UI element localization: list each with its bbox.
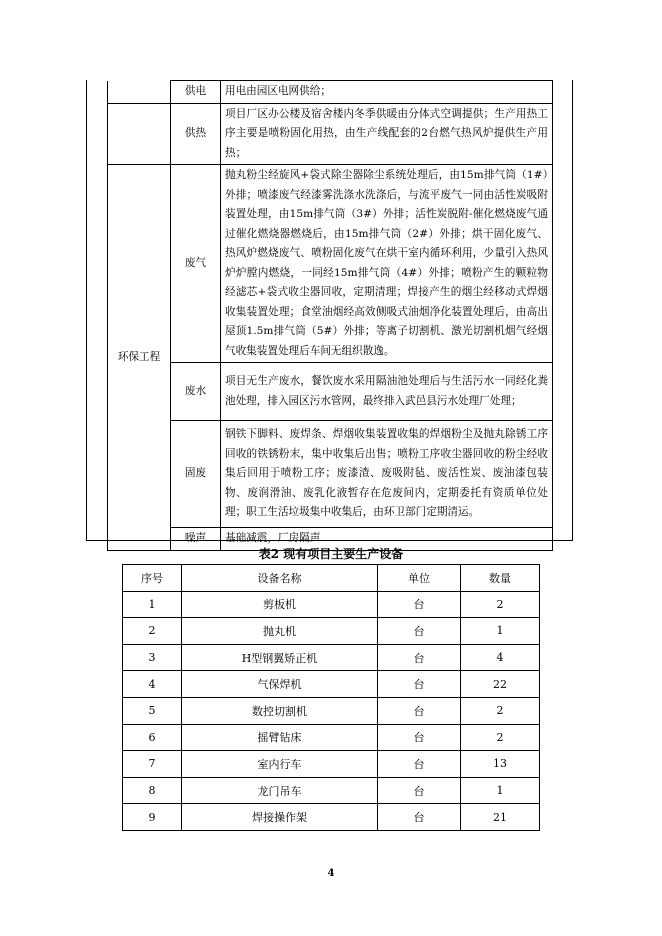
item-cell: 供电	[171, 81, 221, 104]
table-caption: 表2 现有项目主要生产设备	[258, 547, 404, 561]
page-number: 4	[327, 868, 335, 879]
cell: 龙门吊车	[182, 777, 378, 804]
header-cell: 设备名称	[182, 565, 378, 592]
cell: 气保焊机	[182, 671, 378, 698]
table-row	[123, 618, 540, 645]
item-cell: 废水	[171, 363, 221, 421]
cell: 2	[461, 724, 540, 751]
table-row	[108, 363, 553, 421]
cell: 摇臂钻床	[182, 724, 378, 751]
cell: 21	[461, 804, 540, 831]
content-cell: 项目厂区办公楼及宿舍楼内冬季供暖由分体式空调提供；生产用热工序主要是喷粉固化用热，由生产线配套的2台燃气热风炉提供生产用热；	[221, 103, 553, 165]
header-cell: 数量	[461, 565, 540, 592]
content-cell: 抛丸粉尘经旋风+袋式除尘器除尘系统处理后，由15m排气筒（1#）外排；喷漆废气经漆雾洗涤水洗涤后，与流平废气一同由活性炭吸附装置处理，由15m排气筒（3#）外排；活性炭脱附-催化燃烧废气通过催化燃烧器燃烧后，由15m排气筒（2#）外排；烘干固化废气、热风炉燃烧废气、喷粉固化废气在烘干室内循环利用，少量引入热风炉炉膛内燃烧，一同经15m排气筒（4#）外排；喷粉产生的颗粒物经滤芯+袋式收尘器回收，定期清理；焊接产生的烟尘经移动式焊烟收集装置处理；食堂油烟经高效侧吸式油烟净化装置处理后，由高出屋顶1.5m排气筒（5#）外排；等离子切割机、激光切割机烟气经烟气收集装置处理后车间无组织散逸。	[221, 165, 553, 363]
item-cell: 噪声	[171, 528, 221, 551]
cell: 台	[378, 777, 461, 804]
cell: 3	[123, 644, 182, 671]
item-cell: 废气	[171, 165, 221, 363]
cell: 7	[123, 751, 182, 778]
cell: 台	[378, 697, 461, 724]
content-cell: 钢铁下脚料、废焊条、焊烟收集装置收集的焊烟粉尘及抛丸除锈工序回收的铁锈粉末，集中收集后出售；喷粉工序收尘器回收的粉尘经收集后回用于喷粉工序；废漆渣、废吸附毡、废活性炭、废油漆包装物、废润滑油、废乳化液暂存在危废间内，定期委托有资质单位处理；职工生活垃圾集中收集后，由环卫部门定期清运。	[221, 421, 553, 528]
cell: H型钢翼矫正机	[182, 644, 378, 671]
cell: 4	[123, 671, 182, 698]
cell: 5	[123, 697, 182, 724]
table-row	[123, 591, 540, 618]
header-cell: 单位	[378, 565, 461, 592]
table-row	[108, 165, 553, 363]
cell: 台	[378, 591, 461, 618]
category-cell	[108, 81, 171, 104]
cell: 9	[123, 804, 182, 831]
item-cell: 固废	[171, 421, 221, 528]
table-row	[123, 644, 540, 671]
cell: 2	[461, 697, 540, 724]
equipment-table	[122, 564, 540, 831]
item-cell: 供热	[171, 103, 221, 165]
content-cell: 项目无生产废水，餐饮废水采用隔油池处理后与生活污水一同经化粪池处理，排入园区污水管网，最终排入武邑县污水处理厂处理；	[221, 363, 553, 421]
cell: 焊接操作架	[182, 804, 378, 831]
table-row	[123, 777, 540, 804]
table-row	[108, 81, 553, 104]
table-row	[123, 671, 540, 698]
cell: 台	[378, 644, 461, 671]
cell: 8	[123, 777, 182, 804]
cell: 1	[461, 618, 540, 645]
category-cell: 环保工程	[108, 165, 171, 551]
table-row	[123, 804, 540, 831]
cell: 抛丸机	[182, 618, 378, 645]
header-cell: 序号	[123, 565, 182, 592]
env-protection-table	[107, 80, 553, 551]
cell: 台	[378, 724, 461, 751]
cell: 数控切割机	[182, 697, 378, 724]
cell: 台	[378, 751, 461, 778]
cell: 2	[461, 591, 540, 618]
content-cell: 基础减震，厂房隔声	[221, 528, 553, 551]
cell: 台	[378, 671, 461, 698]
cell: 22	[461, 671, 540, 698]
cell: 13	[461, 751, 540, 778]
table-row	[123, 724, 540, 751]
cell: 室内行车	[182, 751, 378, 778]
cell: 1	[461, 777, 540, 804]
cell: 剪板机	[182, 591, 378, 618]
cell: 2	[123, 618, 182, 645]
table-row	[108, 421, 553, 528]
table-row	[108, 103, 553, 165]
cell: 4	[461, 644, 540, 671]
category-cell	[108, 103, 171, 165]
cell: 1	[123, 591, 182, 618]
cell: 台	[378, 618, 461, 645]
table-row	[123, 751, 540, 778]
content-cell: 用电由园区电网供给；	[221, 81, 553, 104]
table-row	[123, 697, 540, 724]
cell: 台	[378, 804, 461, 831]
cell: 6	[123, 724, 182, 751]
table-header-row	[123, 565, 540, 592]
